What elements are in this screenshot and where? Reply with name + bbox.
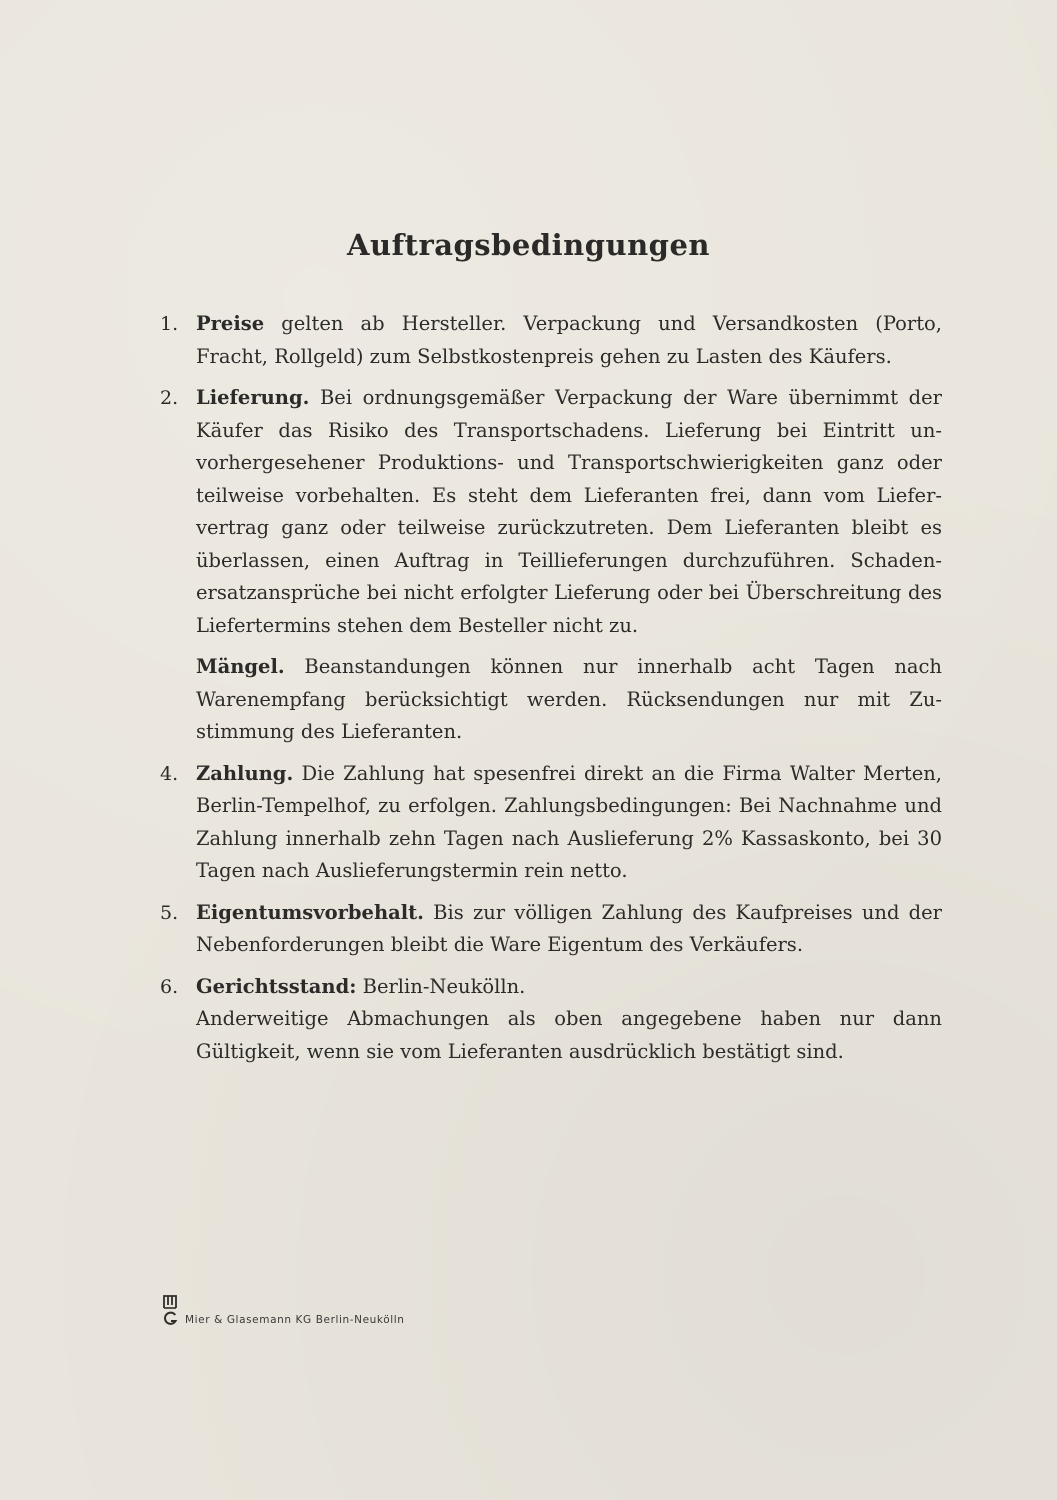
term-body [196,897,942,962]
term-body [196,382,942,642]
term-text: Beanstandungen können nur innerhalb acht Tagen nach Warenempfang berücksichtigt werden. Rücksendungen nur mit Zustimmung des Lieferanten. [196,655,942,743]
term-body [196,308,942,373]
term-body [196,758,942,888]
term-gerichtsstand [160,971,942,1069]
term-text: Berlin-Neukölln. [356,974,526,998]
term-heading: Preise [196,312,265,335]
term-text: Bis zur völligen Zahlung des Kaufpreises und der Nebenforderungen bleibt die Ware Eigentum des Verkäufers. [196,900,942,956]
printer-name: Mier & Glasemann KG Berlin-Neukölln [185,1314,405,1326]
terms-list [160,308,942,1077]
term-heading: Eigentumsvorbehalt. [196,900,424,924]
term-number: 5. [160,901,179,924]
term-text: Bei ordnungsgemäßer Verpackung der Ware übernimmt der Käufer das Risiko des Transportschadens. Lieferung bei Eintritt unvorhergesehener Produktions- und Transportschwierigkeiten ganz oder teilweise vorbehalten. Es steht dem Lieferanten frei, dann vom Liefervertrag ganz oder teilweise zurückzutreten. Dem Lieferanten bleibt es überlassen, einen Auftrag in Teillieferungen durchzuführen. Schadenersatzansprüche bei nicht erfolgter Lieferung oder bei Überschreitung des Liefertermins stehen dem Besteller nicht zu. [196,386,942,637]
document-title: Auftragsbedingungen [347,228,710,262]
term-heading: Mängel. [196,655,285,678]
term-lieferung [160,382,942,642]
term-eigentumsvorbehalt [160,897,942,962]
term-heading: Zahlung. [196,761,294,785]
printer-imprint [162,1292,405,1328]
term-text: gelten ab Hersteller. Verpackung und Versandkosten (Porto, Fracht, Rollgeld) zum Selbstkostenpreis gehen zu Lasten des Käufers. [196,312,942,368]
term-body [196,651,942,749]
term-heading: Lieferung. [196,386,310,409]
term-number: 4. [160,762,179,785]
term-number: 2. [160,387,179,409]
term-text: Die Zahlung hat spesenfrei direkt an die Firma Walter Merten, Berlin-Tempelhof, zu erfolgen. Zahlungsbedingungen: Bei Nachnahme und Zahlung innerhalb zehn Tagen nach Auslieferung 2% Kassaskonto, bei 30 Tagen nach Auslieferungstermin rein netto. [196,761,942,882]
term-number: 6. [160,975,179,998]
term-preise [160,308,942,373]
mg-monogram-icon [162,1294,178,1328]
term-heading: Gerichtsstand: [196,974,357,998]
term-extra-text: Anderweitige Abmachungen als oben angegebene haben nur dann Gültigkeit, wenn sie vom Lieferanten ausdrücklich bestätigt sind. [196,1007,942,1063]
term-zahlung [160,758,942,888]
term-body [196,971,942,1069]
term-maengel [160,651,942,749]
term-number: 1. [160,313,179,335]
